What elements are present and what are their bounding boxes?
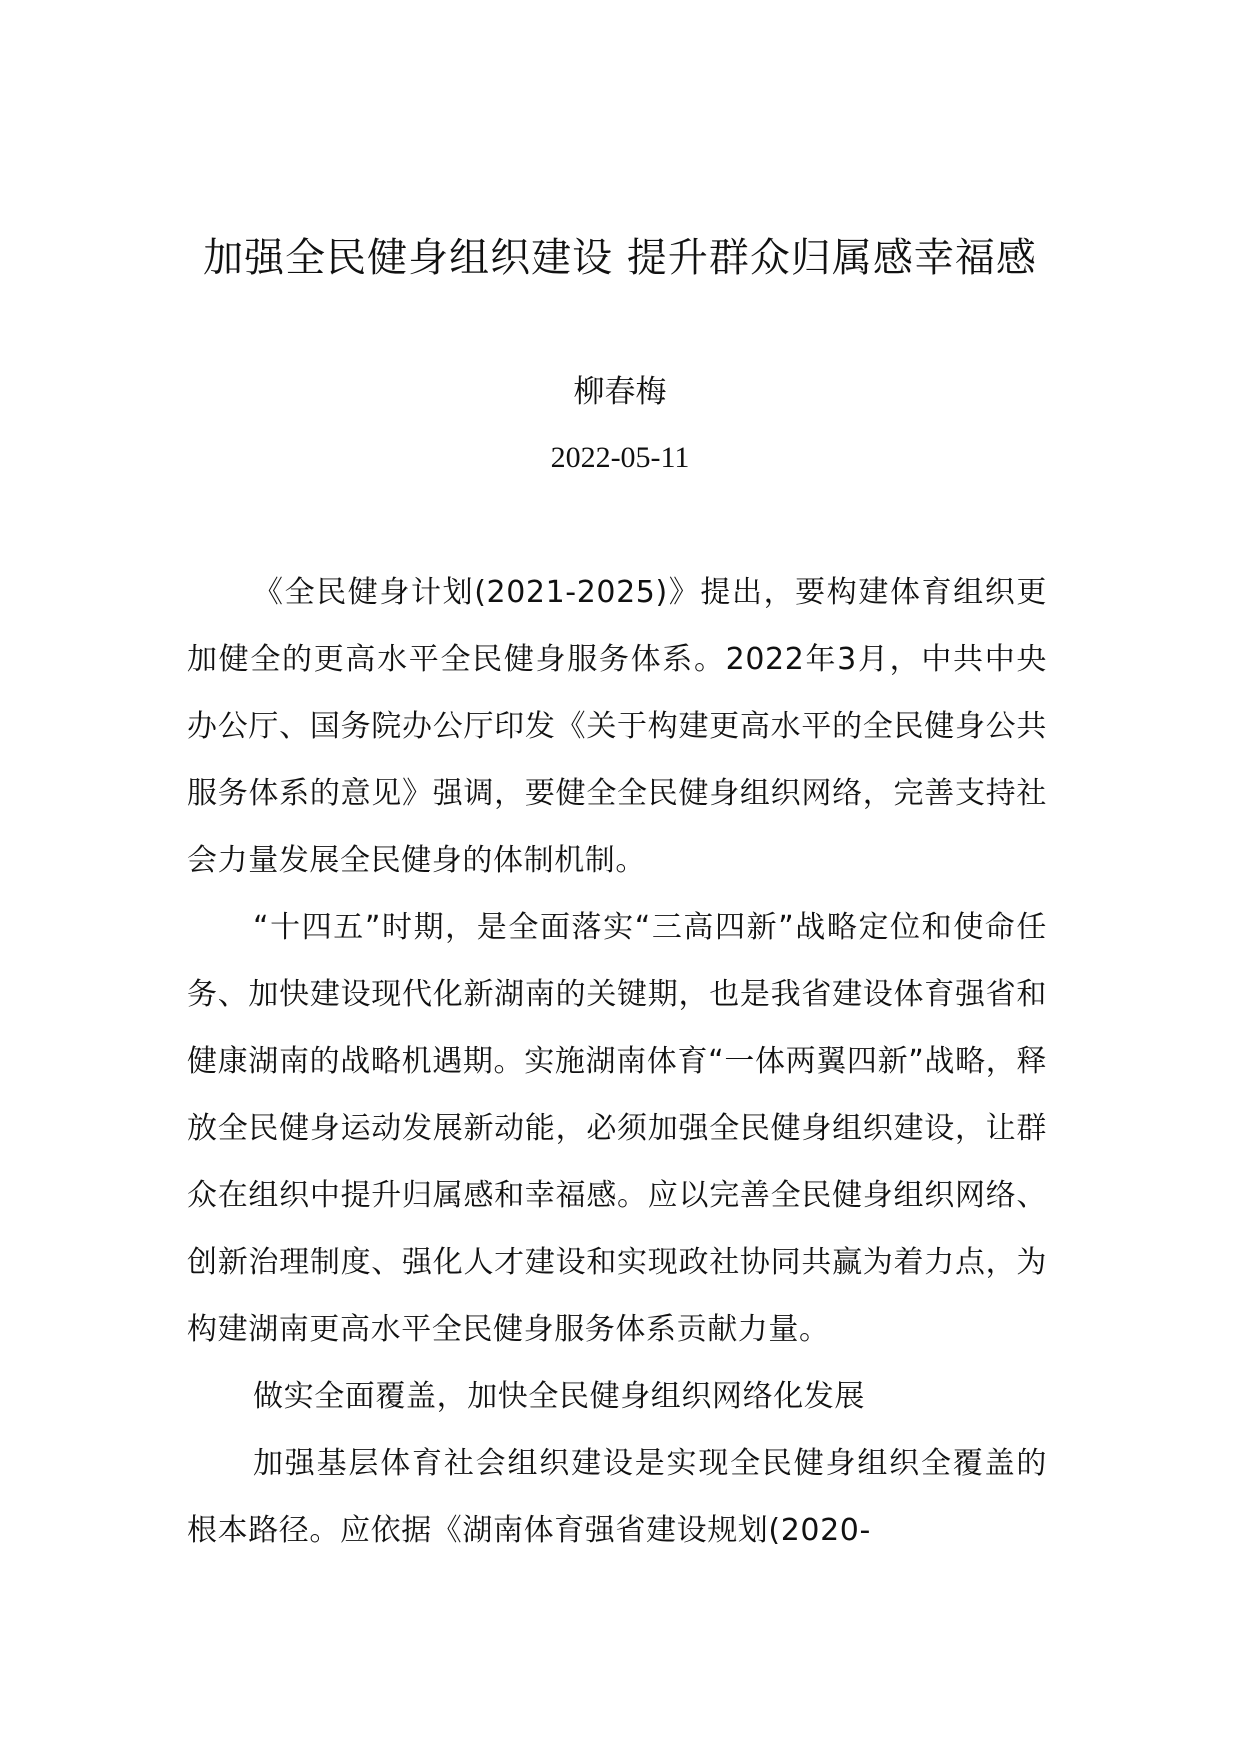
article-date: 2022-05-11: [550, 441, 690, 474]
section-subheading: 做实全面覆盖，加快全民健身组织网络化发展: [253, 1379, 865, 1414]
article-body: [187, 559, 1047, 1564]
body-paragraph: 《全民健身计划(2021-2025)》提出，要构建体育组织更加健全的更高水平全民健身服务体系。2022年3月，中共中央办公厅、国务院办公厅印发《关于构建更高水平的全民健身公共服务体系的意见》强调，要健全全民健身组织网络，完善支持社会力量发展全民健身的体制机制。: [187, 575, 1047, 878]
body-paragraph: “十四五”时期，是全面落实“三高四新”战略定位和使命任务、加快建设现代化新湖南的关键期，也是我省建设体育强省和健康湖南的战略机遇期。实施湖南体育“一体两翼四新”战略，释放全民健身运动发展新动能，必须加强全民健身组织建设，让群众在组织中提升归属感和幸福感。应以完善全民健身组织网络、创新治理制度、强化人才建设和实现政社协同共赢为着力点，为构建湖南更高水平全民健身服务体系贡献力量。: [187, 910, 1047, 1347]
body-paragraph: 加强基层体育社会组织建设是实现全民健身组织全覆盖的根本路径。应依据《湖南体育强省建设规划(2020-: [187, 1446, 1047, 1548]
article-title: 加强全民健身组织建设 提升群众归属感幸福感: [203, 235, 1037, 281]
article-author: 柳春梅: [573, 374, 667, 410]
